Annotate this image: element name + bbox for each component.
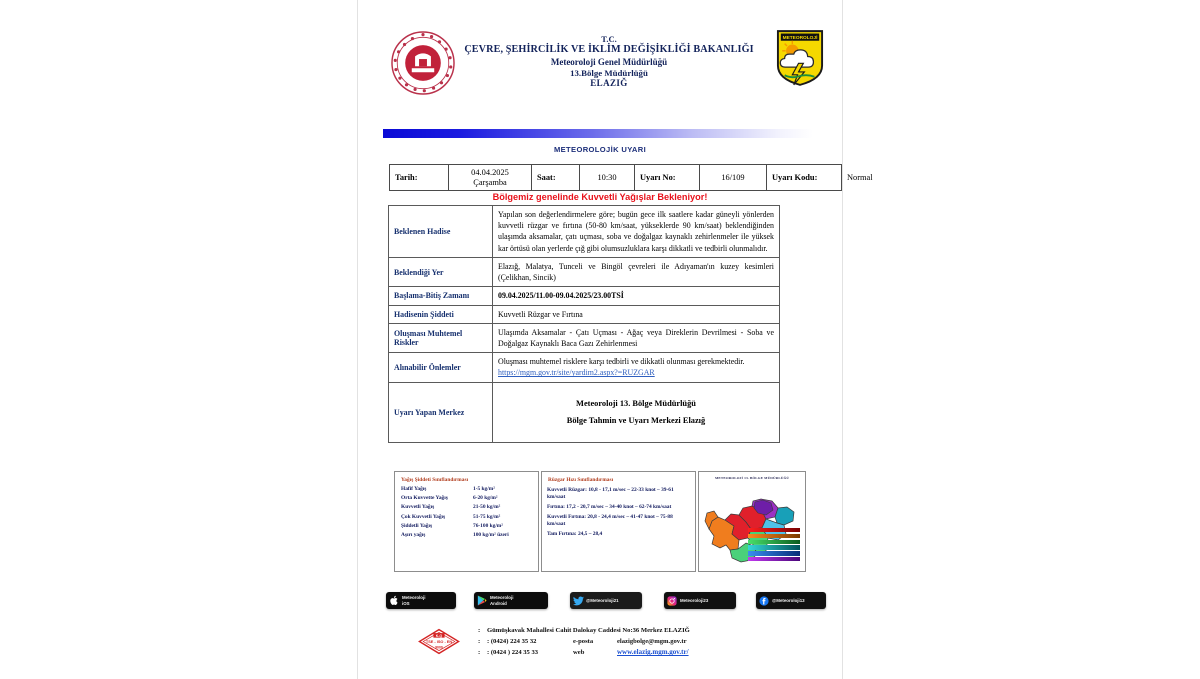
precip-value-2: 21-50 kg/m² — [473, 504, 501, 511]
wind-line-0: Kuvvetli Rüzgar: 10,8 - 17,1 m/sec – 22-33 knot – 39-61 km/saat — [547, 487, 674, 500]
table-row — [389, 287, 780, 305]
svg-text:K-Q: K-Q — [435, 633, 443, 638]
wind-panel-title: Rüzgar Hızı Sınıflandırması — [548, 477, 614, 483]
meteoroloji-logo-icon — [776, 29, 824, 87]
instagram-icon — [664, 596, 680, 606]
table-row — [389, 206, 780, 258]
contact-email-label: e-posta — [573, 637, 594, 645]
precip-name-2: Kuvvetli Yağış — [401, 504, 435, 511]
wind-line-3: Tam Fırtına: 24,5 – 28,4 — [547, 531, 603, 538]
legend-strip-orange — [748, 534, 800, 538]
header-tc: T.C. — [601, 34, 617, 44]
facebook-icon — [756, 596, 772, 606]
ministry-seal-icon — [390, 30, 456, 96]
footer-contact — [386, 624, 816, 666]
meta-table-row — [390, 165, 842, 191]
warning-code-label: Uyarı Kodu: — [767, 165, 842, 191]
warning-type-title: METEOROLOJİK UYARI — [553, 145, 647, 154]
wind-line-1: Fırtına: 17,2 - 20,7 m/sec – 34-40 knot – 62-74 km/saat — [547, 504, 672, 510]
list-item — [401, 505, 538, 511]
badge-google-play-android[interactable] — [474, 592, 548, 609]
badge-ios-line1: Meteoroloji — [402, 595, 426, 601]
list-item — [401, 524, 538, 530]
precip-value-3: 51-75 kg/m² — [473, 513, 501, 520]
contact-phone1-row — [478, 637, 808, 648]
warning-no-value: 16/109 — [700, 165, 767, 191]
badge-app-store-ios[interactable] — [386, 592, 456, 609]
google-play-icon — [474, 595, 490, 606]
table-row — [389, 323, 780, 352]
twitter-icon — [570, 596, 586, 606]
badge-facebook-handle: @Meteoroloji13 — [772, 597, 805, 603]
list-item — [401, 533, 538, 539]
region-map-panel — [698, 471, 806, 572]
precip-name-3: Çok Kuvvetli Yağış — [401, 513, 446, 520]
row-value-precautions — [493, 353, 780, 382]
row-value-possible-risks: Ulaşımda Aksamalar - Çatı Uçması - Ağaç veya Direklerin Devrilmesi - Soba ve Doğalgaz Kaynaklı Baca Gazı Zehirlenmesi — [493, 323, 780, 352]
wind-classification-panel — [541, 471, 696, 572]
table-row — [389, 305, 780, 323]
date-value-text: 04.04.2025 — [471, 168, 509, 178]
date-day-text: Çarşamba — [473, 177, 507, 187]
warning-meta-table — [389, 164, 842, 191]
precip-name-1: Orta Kuvvette Yağış — [401, 495, 448, 502]
document-header — [380, 26, 820, 118]
legend-panels — [394, 471, 806, 572]
contact-email-value[interactable]: elazigbolge@mgm.gov.tr — [617, 637, 687, 645]
contact-web-value[interactable]: www.elazig.mgm.gov.tr/ — [617, 648, 689, 657]
row-label-start-end-time: Başlama-Bitiş Zamanı — [389, 287, 493, 305]
contact-address: Gümüşkavak Mahallesi Cahit Dalokay Caddesi No:36 Merkez ELAZIĞ — [487, 627, 690, 634]
row-label-precautions: Alınabilir Önlemler — [389, 353, 493, 382]
precip-name-5: Aşırı yağış — [401, 532, 426, 539]
row-value-start-end-time: 09.04.2025/11.00-09.04.2025/23.00TSİ — [493, 287, 780, 305]
precip-name-0: Hafif Yağış — [401, 486, 427, 492]
date-label: Tarih: — [390, 165, 449, 191]
row-label-expected-event: Beklenen Hadise — [389, 206, 493, 258]
legend-strip-purple — [748, 557, 800, 561]
contact-colon-1: : — [478, 627, 481, 634]
precipitation-panel-title: Yağış Şiddeti Sınıflandırması — [401, 477, 469, 483]
precautions-text: Oluşması muhtemel risklere karşı tedbirli ve dikkatli olunması gerekmektedir. — [498, 357, 745, 367]
badge-ios-line2: iOS — [402, 600, 410, 606]
wind-line-2: Kuvvetli Fırtına: 20,8 - 24,4 m/sec – 41-47 knot – 75-88 km/saat — [547, 514, 673, 527]
map-panel-title: METEOROLOJİ 13. BÖLGE MÜDÜRLÜĞÜ — [714, 476, 790, 480]
badge-instagram-handle: Meteoroloji23 — [680, 597, 709, 603]
legend-strip-green — [748, 540, 800, 544]
row-label-event-severity: Hadisenin Şiddeti — [389, 305, 493, 323]
badge-android-text — [490, 595, 517, 606]
contact-web-label: web — [573, 649, 585, 657]
precip-value-0: 1-5 kg/m² — [473, 486, 495, 492]
svg-text:TSE - ISO - EN: TSE - ISO - EN — [425, 640, 453, 645]
contact-details — [478, 626, 808, 659]
row-value-event-severity: Kuvvetli Rüzgar ve Fırtına — [493, 305, 780, 323]
row-label-possible-risks: Oluşması Muhtemel Riskler — [389, 323, 493, 352]
precip-value-5: 100 kg/m² üzeri — [473, 532, 509, 539]
issuer-line-1: Meteoroloji 13. Bölge Müdürlüğü — [576, 398, 696, 408]
row-value-expected-place: Elazığ, Malatya, Tunceli ve Bingöl çevreleri ile Adıyaman'ın kuzey kesimleri (Çelikhan, Sincik) — [493, 257, 780, 286]
badge-android-line2: Android — [490, 600, 507, 606]
kbrn-logo-icon — [418, 628, 460, 655]
precip-value-4: 76-100 kg/m² — [473, 522, 503, 529]
row-value-issuing-center — [493, 382, 780, 442]
contact-colon-3: : — [478, 649, 481, 657]
page-gutter-right — [842, 0, 1200, 679]
contact-phone-1: : (0424) 224 35 32 — [487, 637, 537, 645]
map-color-legend — [748, 528, 800, 566]
contact-phone2-row — [478, 647, 808, 659]
header-city: ELAZIĞ — [590, 78, 628, 89]
warning-detail-table — [388, 205, 780, 443]
list-item — [401, 487, 538, 493]
date-value — [449, 165, 532, 191]
table-row — [389, 382, 780, 442]
issuer-line-2: Bölge Tahmin ve Uyarı Merkezi Elazığ — [566, 416, 706, 426]
row-value-expected-event: Yapılan son değerlendirmelere göre; bugün gece ilk saatlere kadar güneyli yönlerden kuvvetli rüzgar ve fırtına (50-80 km/saat, yükseklerde 90 km/saat) beklendiğinden ulaşımda aksamalar, çatı uçması, soba ve doğalgaz kaynaklı zehirlenmeler ile yüksek kar örtüsü olan yerlerde çığ gibi olumsuzluklara karşı dikkatli ve tedbirli olunmalıdır. — [493, 206, 780, 258]
time-label: Saat: — [532, 165, 580, 191]
header-directorate: Meteoroloji Genel Müdürlüğü — [550, 56, 668, 67]
contact-phone-2: : (0424 ) 224 35 33 — [487, 649, 539, 657]
row-label-issuing-center: Uyarı Yapan Merkez — [389, 382, 493, 442]
precipitation-classification-panel — [394, 471, 539, 572]
badge-twitter-handle: @Meteoroloji21 — [586, 597, 619, 603]
badge-facebook[interactable] — [756, 592, 826, 609]
list-item — [401, 496, 538, 502]
contact-colon-2: : — [478, 637, 481, 645]
row-label-expected-place: Beklendiği Yer — [389, 257, 493, 286]
header-title-block — [464, 34, 754, 89]
table-row — [389, 257, 780, 286]
header-region: 13.Bölge Müdürlüğü — [570, 67, 648, 78]
svg-text:9000: 9000 — [435, 645, 443, 650]
page-gutter-left — [0, 0, 358, 679]
legend-strip-red — [748, 528, 800, 532]
document-sheet — [358, 0, 842, 679]
app-and-social-badges — [386, 592, 816, 614]
svg-text:METEOROLOJİ: METEOROLOJİ — [782, 36, 818, 42]
precautions-link[interactable]: https://mgm.gov.tr/site/yardim2.aspx?=RUZGAR — [498, 368, 655, 378]
precip-name-4: Şiddetli Yağış — [401, 522, 433, 529]
time-value: 10:30 — [580, 165, 635, 191]
warning-headline: Bölgemiz genelinde Kuvvetli Yağışlar Bekleniyor! — [492, 192, 708, 202]
warning-no-label: Uyarı No: — [635, 165, 700, 191]
badge-twitter[interactable] — [570, 592, 642, 609]
list-item — [401, 515, 538, 521]
header-gradient-bar — [383, 129, 813, 138]
badge-instagram[interactable] — [664, 592, 736, 609]
contact-address-row — [478, 626, 808, 637]
apple-icon — [386, 595, 402, 606]
badge-ios-text — [402, 595, 429, 606]
header-ministry: ÇEVRE, ŞEHİRCİLİK VE İKLİM DEĞİŞİKLİĞİ BAKANLIĞI — [464, 44, 754, 56]
legend-strip-blue — [748, 551, 800, 555]
badge-android-line1: Meteoroloji — [490, 595, 514, 601]
table-row — [389, 353, 780, 382]
legend-strip-teal — [748, 545, 800, 549]
precip-value-1: 6-20 kg/m² — [473, 495, 498, 502]
